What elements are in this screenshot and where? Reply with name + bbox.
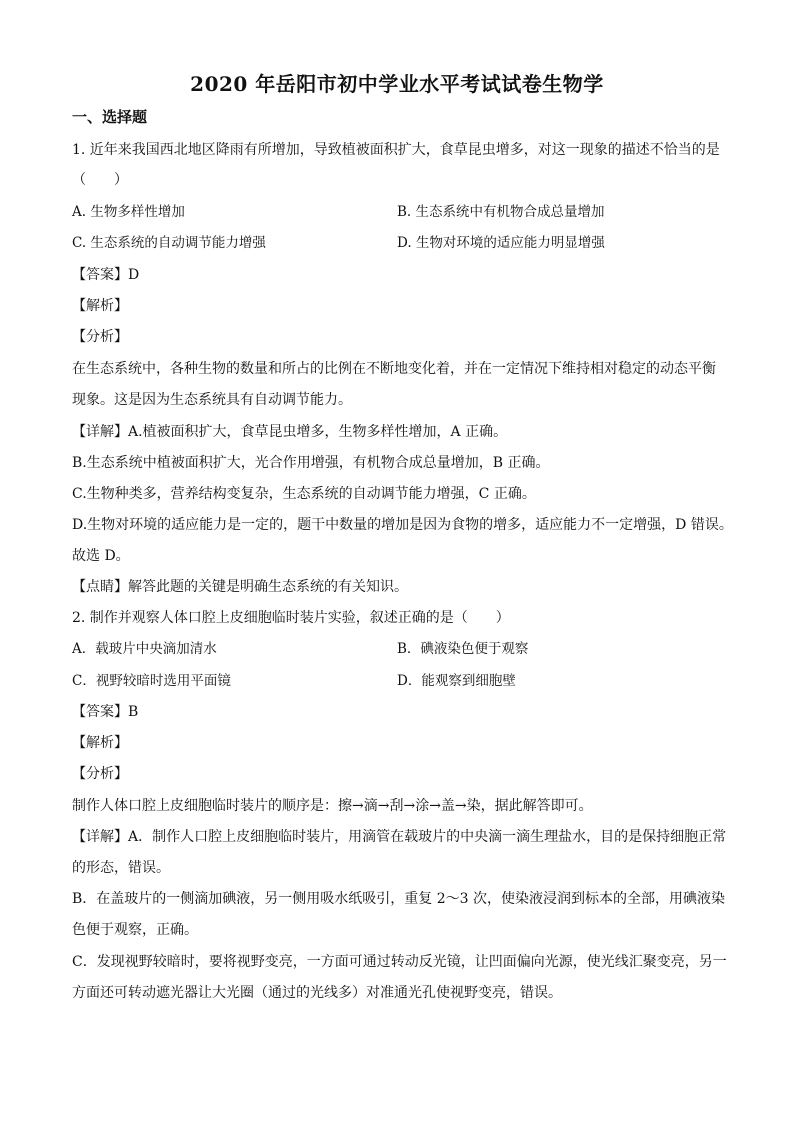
q2-analysis-1: 制作人体口腔上皮细胞临时装片的顺序是：擦→滴→刮→涂→盖→染，据此解答即可。 [72, 798, 593, 814]
q1-stem-bracket: （ ） [72, 172, 128, 188]
q2-detail-c1: C．发现视野较暗时，要将视野变亮，一方面可通过转动反光镜，让凹面偏向光源，使光线汇聚变亮，另一 [72, 954, 727, 970]
q2-detail-a1: 【详解】A．制作人口腔上皮细胞临时装片，用滴管在载玻片的中央滴一滴生理盐水，目的是保持细胞正常 [72, 829, 727, 845]
q1-analysis-1: 在生态系统中，各种生物的数量和所占的比例在不断地变化着，并在一定情况下维持相对稳定的动态平衡 [72, 361, 716, 377]
q2-detail-c2: 方面还可转动遮光器让大光圈（通过的光线多）对准通光孔使视野变亮，错误。 [72, 985, 562, 1001]
q1-detail-c: C.生物种类多，营养结构变复杂，生态系统的自动调节能力增强，C 正确。 [72, 486, 536, 502]
q2-option-a: A．载玻片中央滴加清水 [72, 641, 217, 657]
q1-option-d: D. 生物对环境的适应能力明显增强 [397, 235, 605, 251]
page-title: 2020 年岳阳市初中学业水平考试试卷生物学 [190, 72, 604, 96]
q1-detail-a: 【详解】A.植被面积扩大，食草昆虫增多，生物多样性增加，A 正确。 [72, 424, 508, 440]
q2-answer: 【答案】B [72, 704, 139, 720]
q2-jiexi: 【解析】 [72, 735, 128, 751]
q2-detail-b1: B．在盖玻片的一侧滴加碘液，另一侧用吸水纸吸引，重复 2～3 次，使染液浸润到标本的全部，用碘液染 [72, 891, 726, 907]
q1-detail-b: B.生态系统中植被面积扩大，光合作用增强，有机物合成总量增加，B 正确。 [72, 455, 550, 471]
q1-option-a: A. 生物多样性增加 [72, 204, 185, 220]
q1-option-b: B. 生态系统中有机物合成总量增加 [397, 204, 605, 220]
q1-option-c: C. 生态系统的自动调节能力增强 [72, 235, 266, 251]
q2-detail-b2: 色便于观察，正确。 [72, 922, 198, 938]
q1-analysis-2: 现象。这是因为生态系统具有自动调节能力。 [72, 392, 352, 408]
q2-stem: 2. 制作并观察人体口腔上皮细胞临时装片实验，叙述正确的是（ ） [72, 610, 510, 626]
q1-detail-d: D.生物对环境的适应能力是一定的，题干中数量的增加是因为食物的增多，适应能力不一定增强，D 错误。 [72, 517, 733, 533]
section-heading: 一、选择题 [72, 108, 148, 126]
q2-option-d: D．能观察到细胞壁 [397, 673, 516, 689]
q2-option-b: B．碘液染色便于观察 [397, 641, 529, 657]
q2-option-c: C．视野较暗时选用平面镜 [72, 673, 231, 689]
q1-jiexi: 【解析】 [72, 298, 128, 314]
q2-detail-a2: 的形态，错误。 [72, 860, 170, 876]
q1-answer: 【答案】D [72, 267, 140, 283]
q1-choose: 故选 D。 [72, 548, 130, 564]
q1-dianjing: 【点睛】解答此题的关键是明确生态系统的有关知识。 [72, 579, 408, 595]
q1-fenxi: 【分析】 [72, 329, 128, 345]
q2-fenxi: 【分析】 [72, 766, 128, 782]
q1-stem: 1. 近年来我国西北地区降雨有所增加，导致植被面积扩大，食草昆虫增多，对这一现象的描述不恰当的是 [72, 142, 720, 158]
